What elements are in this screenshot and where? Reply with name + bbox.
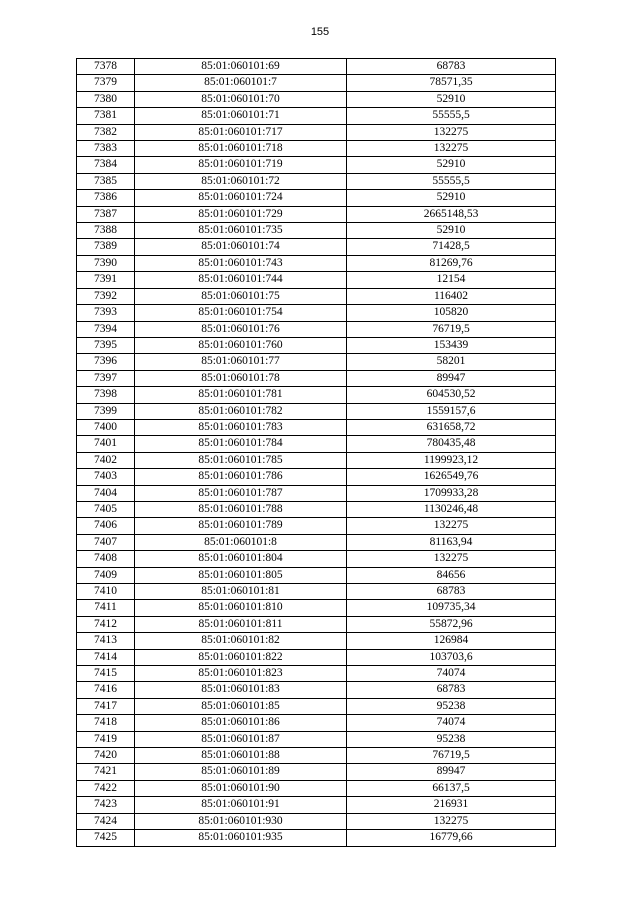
table-row [77,272,556,288]
value-cell: 631658,72 [347,419,556,435]
row-number-cell: 7414 [77,649,135,665]
table-row [77,452,556,468]
table-row [77,59,556,75]
row-number-cell: 7415 [77,666,135,682]
value-cell: 153439 [347,337,556,353]
table-row [77,141,556,157]
value-cell: 126984 [347,633,556,649]
row-number-cell: 7384 [77,157,135,173]
cadastral-number-cell: 85:01:060101:724 [135,190,347,206]
value-cell: 74074 [347,666,556,682]
cadastral-number-cell: 85:01:060101:87 [135,731,347,747]
value-cell: 81269,76 [347,255,556,271]
row-number-cell: 7416 [77,682,135,698]
row-number-cell: 7393 [77,305,135,321]
row-number-cell: 7410 [77,584,135,600]
row-number-cell: 7387 [77,206,135,222]
table-row [77,518,556,534]
value-cell: 1709933,28 [347,485,556,501]
value-cell: 12154 [347,272,556,288]
table-row [77,534,556,550]
cadastral-number-cell: 85:01:060101:783 [135,419,347,435]
table-row [77,584,556,600]
row-number-cell: 7396 [77,354,135,370]
cadastral-number-cell: 85:01:060101:782 [135,403,347,419]
row-number-cell: 7421 [77,764,135,780]
value-cell: 109735,34 [347,600,556,616]
cadastral-number-cell: 85:01:060101:70 [135,91,347,107]
row-number-cell: 7413 [77,633,135,649]
cadastral-number-cell: 85:01:060101:8 [135,534,347,550]
table-row [77,698,556,714]
table-row [77,715,556,731]
cadastral-number-cell: 85:01:060101:785 [135,452,347,468]
row-number-cell: 7409 [77,567,135,583]
value-cell: 89947 [347,764,556,780]
table-row [77,616,556,632]
row-number-cell: 7418 [77,715,135,731]
table-row [77,305,556,321]
value-cell: 89947 [347,370,556,386]
value-cell: 71428,5 [347,239,556,255]
row-number-cell: 7388 [77,223,135,239]
row-number-cell: 7404 [77,485,135,501]
value-cell: 52910 [347,223,556,239]
table-row [77,337,556,353]
page-number: 155 [310,26,330,38]
table-row [77,551,556,567]
value-cell: 68783 [347,682,556,698]
table-row [77,387,556,403]
row-number-cell: 7379 [77,75,135,91]
row-number-cell: 7408 [77,551,135,567]
row-number-cell: 7391 [77,272,135,288]
row-number-cell: 7422 [77,780,135,796]
table-row [77,764,556,780]
cadastral-number-cell: 85:01:060101:717 [135,124,347,140]
cadastral-number-cell: 85:01:060101:88 [135,748,347,764]
cadastral-number-cell: 85:01:060101:74 [135,239,347,255]
value-cell: 2665148,53 [347,206,556,222]
table-row [77,666,556,682]
table-row [77,419,556,435]
cadastral-number-cell: 85:01:060101:75 [135,288,347,304]
row-number-cell: 7380 [77,91,135,107]
row-number-cell: 7424 [77,813,135,829]
table-row [77,370,556,386]
table-row [77,731,556,747]
table-row [77,75,556,91]
value-cell: 78571,35 [347,75,556,91]
table-row [77,830,556,846]
cadastral-number-cell: 85:01:060101:83 [135,682,347,698]
value-cell: 55555,5 [347,108,556,124]
row-number-cell: 7406 [77,518,135,534]
cadastral-number-cell: 85:01:060101:744 [135,272,347,288]
table-row [77,780,556,796]
cadastral-number-cell: 85:01:060101:784 [135,436,347,452]
cadastral-number-cell: 85:01:060101:760 [135,337,347,353]
row-number-cell: 7401 [77,436,135,452]
table-row [77,124,556,140]
cadastral-number-cell: 85:01:060101:822 [135,649,347,665]
value-cell: 1130246,48 [347,501,556,517]
table-row [77,157,556,173]
value-cell: 103703,6 [347,649,556,665]
table-row [77,91,556,107]
value-cell: 16779,66 [347,830,556,846]
cadastral-number-cell: 85:01:060101:81 [135,584,347,600]
cadastral-number-cell: 85:01:060101:935 [135,830,347,846]
value-cell: 132275 [347,551,556,567]
cadastral-number-cell: 85:01:060101:89 [135,764,347,780]
cadastral-number-cell: 85:01:060101:804 [135,551,347,567]
value-cell: 58201 [347,354,556,370]
value-cell: 55555,5 [347,173,556,189]
row-number-cell: 7383 [77,141,135,157]
cadastral-number-cell: 85:01:060101:86 [135,715,347,731]
row-number-cell: 7423 [77,797,135,813]
value-cell: 66137,5 [347,780,556,796]
cadastral-number-cell: 85:01:060101:72 [135,173,347,189]
row-number-cell: 7385 [77,173,135,189]
cadastral-number-cell: 85:01:060101:786 [135,469,347,485]
value-cell: 76719,5 [347,321,556,337]
value-cell: 1199923,12 [347,452,556,468]
value-cell: 604530,52 [347,387,556,403]
value-cell: 74074 [347,715,556,731]
cadastral-number-cell: 85:01:060101:788 [135,501,347,517]
table-row [77,173,556,189]
cadastral-number-cell: 85:01:060101:754 [135,305,347,321]
value-cell: 1559157,6 [347,403,556,419]
cadastral-number-cell: 85:01:060101:85 [135,698,347,714]
cadastral-number-cell: 85:01:060101:82 [135,633,347,649]
value-cell: 132275 [347,518,556,534]
table-row [77,633,556,649]
cadastral-number-cell: 85:01:060101:735 [135,223,347,239]
value-cell: 55872,96 [347,616,556,632]
table-row [77,288,556,304]
row-number-cell: 7407 [77,534,135,550]
row-number-cell: 7412 [77,616,135,632]
cadastral-number-cell: 85:01:060101:810 [135,600,347,616]
value-cell: 81163,94 [347,534,556,550]
value-cell: 132275 [347,813,556,829]
row-number-cell: 7378 [77,59,135,75]
value-cell: 116402 [347,288,556,304]
value-cell: 1626549,76 [347,469,556,485]
row-number-cell: 7390 [77,255,135,271]
row-number-cell: 7405 [77,501,135,517]
table-row [77,239,556,255]
value-cell: 95238 [347,698,556,714]
table-row [77,108,556,124]
table-row [77,649,556,665]
table-row [77,748,556,764]
value-cell: 780435,48 [347,436,556,452]
row-number-cell: 7395 [77,337,135,353]
cadastral-number-cell: 85:01:060101:823 [135,666,347,682]
table-row [77,813,556,829]
cadastral-number-cell: 85:01:060101:78 [135,370,347,386]
cadastral-number-cell: 85:01:060101:719 [135,157,347,173]
table-row [77,206,556,222]
cadastral-number-cell: 85:01:060101:743 [135,255,347,271]
row-number-cell: 7425 [77,830,135,846]
row-number-cell: 7397 [77,370,135,386]
table-row [77,567,556,583]
table-body [77,59,556,847]
table-row [77,469,556,485]
row-number-cell: 7389 [77,239,135,255]
row-number-cell: 7402 [77,452,135,468]
cadastral-number-cell: 85:01:060101:789 [135,518,347,534]
table-row [77,436,556,452]
value-cell: 52910 [347,190,556,206]
value-cell: 76719,5 [347,748,556,764]
row-number-cell: 7382 [77,124,135,140]
row-number-cell: 7392 [77,288,135,304]
row-number-cell: 7417 [77,698,135,714]
cadastral-number-cell: 85:01:060101:91 [135,797,347,813]
row-number-cell: 7420 [77,748,135,764]
row-number-cell: 7400 [77,419,135,435]
table-row [77,797,556,813]
row-number-cell: 7399 [77,403,135,419]
cadastral-number-cell: 85:01:060101:729 [135,206,347,222]
value-cell: 132275 [347,141,556,157]
table-row [77,255,556,271]
table-row [77,321,556,337]
value-cell: 95238 [347,731,556,747]
value-cell: 52910 [347,157,556,173]
table-row [77,600,556,616]
row-number-cell: 7381 [77,108,135,124]
row-number-cell: 7411 [77,600,135,616]
cadastral-number-cell: 85:01:060101:71 [135,108,347,124]
table-row [77,501,556,517]
cadastral-number-cell: 85:01:060101:805 [135,567,347,583]
row-number-cell: 7419 [77,731,135,747]
table-row [77,190,556,206]
cadastral-number-cell: 85:01:060101:90 [135,780,347,796]
cadastral-number-cell: 85:01:060101:7 [135,75,347,91]
value-cell: 105820 [347,305,556,321]
value-cell: 216931 [347,797,556,813]
value-cell: 68783 [347,59,556,75]
table-row [77,403,556,419]
value-cell: 52910 [347,91,556,107]
value-cell: 84656 [347,567,556,583]
cadastral-number-cell: 85:01:060101:787 [135,485,347,501]
cadastral-number-cell: 85:01:060101:781 [135,387,347,403]
cadastral-values-table [76,58,556,847]
table-row [77,223,556,239]
row-number-cell: 7398 [77,387,135,403]
value-cell: 132275 [347,124,556,140]
table-row [77,485,556,501]
cadastral-number-cell: 85:01:060101:69 [135,59,347,75]
row-number-cell: 7403 [77,469,135,485]
cadastral-number-cell: 85:01:060101:930 [135,813,347,829]
value-cell: 68783 [347,584,556,600]
row-number-cell: 7386 [77,190,135,206]
cadastral-number-cell: 85:01:060101:76 [135,321,347,337]
cadastral-number-cell: 85:01:060101:811 [135,616,347,632]
row-number-cell: 7394 [77,321,135,337]
cadastral-number-cell: 85:01:060101:718 [135,141,347,157]
cadastral-number-cell: 85:01:060101:77 [135,354,347,370]
table-row [77,354,556,370]
table-row [77,682,556,698]
